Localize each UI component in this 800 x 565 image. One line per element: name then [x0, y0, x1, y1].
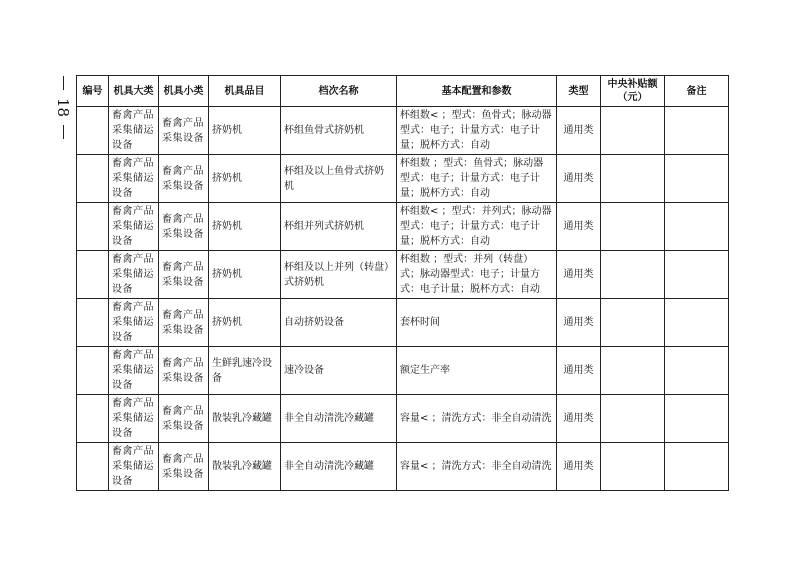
header-cell: 机具大类 — [109, 76, 159, 107]
cell-category: 畜禽产品采集储运设备 — [109, 299, 159, 347]
cell-category: 畜禽产品采集储运设备 — [109, 107, 159, 155]
cell-no — [77, 443, 109, 491]
page-number-dash-bottom — [63, 125, 64, 139]
cell-category: 畜禽产品采集储运设备 — [109, 251, 159, 299]
cell-subcategory: 畜禽产品采集设备 — [159, 155, 209, 203]
cell-no — [77, 347, 109, 395]
cell-type: 通用类 — [557, 347, 601, 395]
cell-type: 通用类 — [557, 107, 601, 155]
header-cell: 编号 — [77, 76, 109, 107]
cell-type: 通用类 — [557, 155, 601, 203]
cell-item: 挤奶机 — [209, 203, 281, 251]
cell-subcategory: 畜禽产品采集设备 — [159, 443, 209, 491]
cell-level: 杯组鱼骨式挤奶机 — [281, 107, 397, 155]
cell-no — [77, 155, 109, 203]
header-cell: 档次名称 — [281, 76, 397, 107]
cell-subcategory: 畜禽产品采集设备 — [159, 251, 209, 299]
cell-category: 畜禽产品采集储运设备 — [109, 347, 159, 395]
cell-spec: 杯组数 ；型式：鱼骨式；脉动器型式：电子；计量方式：电子计量；脱杯方式：自动 — [397, 155, 557, 203]
cell-subsidy — [601, 203, 665, 251]
cell-spec: 容量< ；清洗方式：非全自动清洗 — [397, 395, 557, 443]
table-row — [77, 107, 729, 155]
cell-item: 散装乳冷藏罐 — [209, 395, 281, 443]
cell-subsidy — [601, 395, 665, 443]
cell-category: 畜禽产品采集储运设备 — [109, 203, 159, 251]
cell-category: 畜禽产品采集储运设备 — [109, 395, 159, 443]
table-row — [77, 299, 729, 347]
cell-subcategory: 畜禽产品采集设备 — [159, 203, 209, 251]
cell-no — [77, 107, 109, 155]
cell-no — [77, 299, 109, 347]
cell-type: 通用类 — [557, 443, 601, 491]
cell-subcategory: 畜禽产品采集设备 — [159, 347, 209, 395]
cell-note — [665, 347, 729, 395]
cell-level: 杯组及以上鱼骨式挤奶机 — [281, 155, 397, 203]
cell-category: 畜禽产品采集储运设备 — [109, 443, 159, 491]
cell-type: 通用类 — [557, 203, 601, 251]
cell-no — [77, 395, 109, 443]
cell-subsidy — [601, 251, 665, 299]
table-row — [77, 251, 729, 299]
page-number — [52, 76, 74, 146]
cell-level: 杯组并列式挤奶机 — [281, 203, 397, 251]
cell-subsidy — [601, 347, 665, 395]
cell-item: 挤奶机 — [209, 155, 281, 203]
header-cell: 基本配置和参数 — [397, 76, 557, 107]
cell-item: 生鲜乳速冷设备 — [209, 347, 281, 395]
cell-subsidy — [601, 107, 665, 155]
cell-note — [665, 155, 729, 203]
cell-note — [665, 251, 729, 299]
cell-subsidy — [601, 299, 665, 347]
cell-note — [665, 203, 729, 251]
table-header-row — [77, 76, 729, 107]
cell-type: 通用类 — [557, 251, 601, 299]
page-number-text: 18 — [54, 97, 73, 118]
cell-spec: 额定生产率 — [397, 347, 557, 395]
cell-level: 杯组及以上并列（转盘）式挤奶机 — [281, 251, 397, 299]
cell-spec: 杯组数 ；型式：并列（转盘）式；脉动器型式：电子；计量方式：电子计量；脱杯方式：自动 — [397, 251, 557, 299]
header-cell: 备注 — [665, 76, 729, 107]
header-cell: 类型 — [557, 76, 601, 107]
cell-subcategory: 畜禽产品采集设备 — [159, 395, 209, 443]
cell-subcategory: 畜禽产品采集设备 — [159, 107, 209, 155]
cell-spec: 杯组数< ；型式：鱼骨式；脉动器型式：电子；计量方式：电子计量；脱杯方式：自动 — [397, 107, 557, 155]
cell-subsidy — [601, 155, 665, 203]
table-row — [77, 347, 729, 395]
header-cell: 中央补贴额（元） — [601, 76, 665, 107]
table-row — [77, 443, 729, 491]
cell-spec: 容量< ；清洗方式：非全自动清洗 — [397, 443, 557, 491]
cell-spec: 套杯时间 — [397, 299, 557, 347]
cell-item: 挤奶机 — [209, 107, 281, 155]
cell-level: 非全自动清洗冷藏罐 — [281, 443, 397, 491]
header-cell: 机具品目 — [209, 76, 281, 107]
cell-level: 速冷设备 — [281, 347, 397, 395]
cell-no — [77, 251, 109, 299]
cell-subcategory: 畜禽产品采集设备 — [159, 299, 209, 347]
cell-no — [77, 203, 109, 251]
page-number-dash-top — [63, 76, 64, 90]
header-cell: 机具小类 — [159, 76, 209, 107]
cell-note — [665, 395, 729, 443]
cell-level: 非全自动清洗冷藏罐 — [281, 395, 397, 443]
cell-item: 挤奶机 — [209, 299, 281, 347]
cell-type: 通用类 — [557, 395, 601, 443]
cell-item: 挤奶机 — [209, 251, 281, 299]
cell-subsidy — [601, 443, 665, 491]
cell-spec: 杯组数< ；型式：并列式；脉动器型式：电子；计量方式：电子计量；脱杯方式：自动 — [397, 203, 557, 251]
cell-note — [665, 299, 729, 347]
cell-note — [665, 107, 729, 155]
machinery-table — [76, 75, 729, 491]
table-row — [77, 203, 729, 251]
cell-type: 通用类 — [557, 299, 601, 347]
cell-level: 自动挤奶设备 — [281, 299, 397, 347]
cell-category: 畜禽产品采集储运设备 — [109, 155, 159, 203]
cell-note — [665, 443, 729, 491]
cell-item: 散装乳冷藏罐 — [209, 443, 281, 491]
table-row — [77, 395, 729, 443]
table-row — [77, 155, 729, 203]
